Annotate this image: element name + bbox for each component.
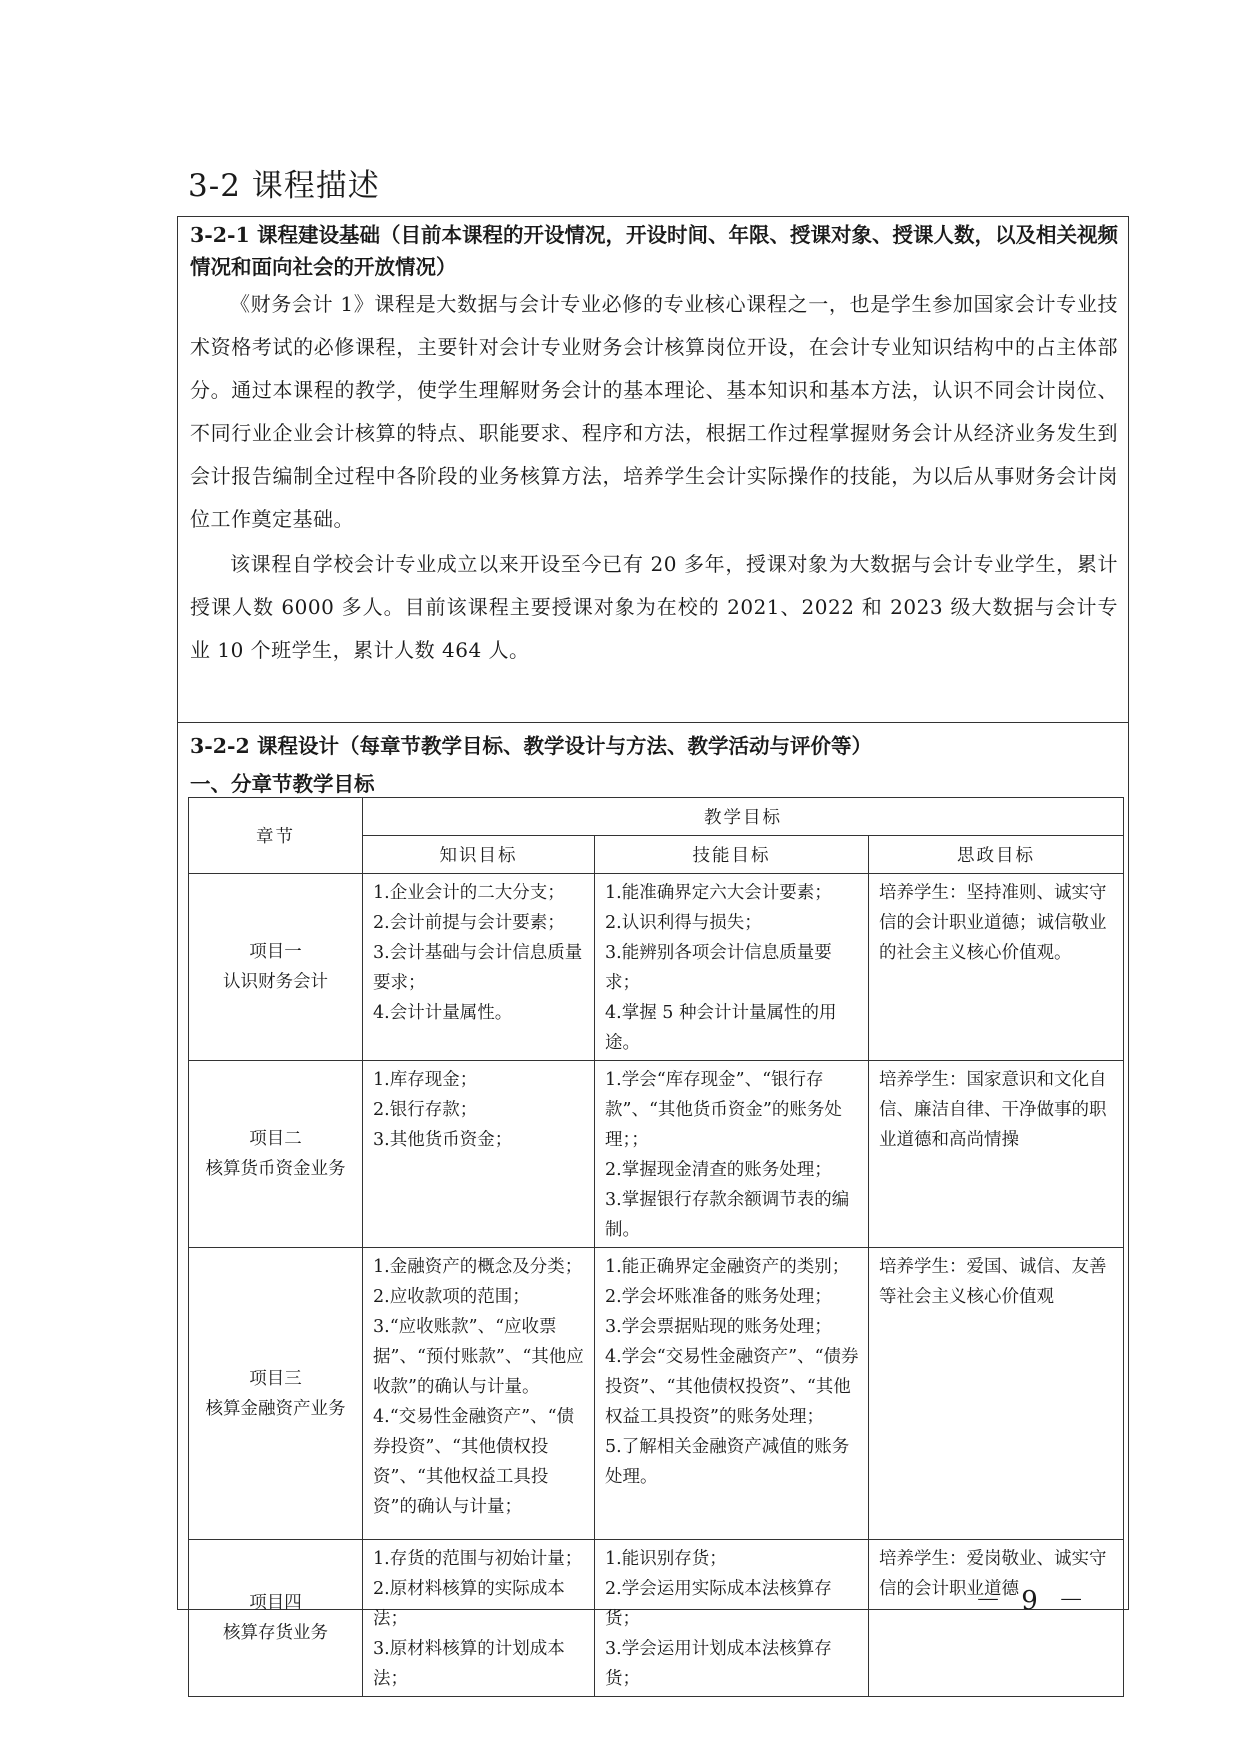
list-item: 2.掌握现金清查的账务处理； bbox=[605, 1160, 832, 1180]
list-item: 3.其他货币资金； bbox=[373, 1130, 513, 1150]
skill-cell bbox=[595, 1248, 869, 1540]
list-item: 4.学会“交易性金融资产”、“债券投资”、“其他债权投资”、“其他权益工具投资”的账务处理； bbox=[605, 1347, 859, 1427]
list-item: 1.存货的范围与初始计量； bbox=[373, 1549, 583, 1569]
list-item: 3.学会票据贴现的账务处理； bbox=[605, 1317, 832, 1337]
teaching-goals-table bbox=[188, 797, 1124, 1697]
list-item: 4.“交易性金融资产”、“债券投资”、“其他债权投资”、“其他权益工具投资”的确认与计量； bbox=[373, 1407, 575, 1517]
chapter-title: 核算存货业务 bbox=[223, 1623, 328, 1643]
chapter-title: 核算金融资产业务 bbox=[205, 1398, 346, 1419]
chapter-cell bbox=[189, 1540, 363, 1697]
ideology-cell: 培养学生：爱岗敬业、诚实守信的会计职业道德 bbox=[869, 1540, 1124, 1697]
table-row bbox=[189, 1061, 1124, 1248]
list-item: 1.金融资产的概念及分类； bbox=[373, 1257, 583, 1277]
header-skill: 技能目标 bbox=[595, 836, 869, 874]
header-teaching-goals: 教学目标 bbox=[363, 798, 1124, 836]
page-number: － 9 － bbox=[975, 1586, 1091, 1616]
list-item: 1.库存现金； bbox=[373, 1070, 478, 1090]
list-item: 1.企业会计的二大分支； bbox=[373, 883, 565, 903]
subsection-title-goals: 一、分章节教学目标 bbox=[190, 772, 375, 796]
paragraph-course-history: 该课程自学校会计专业成立以来开设至今已有 20 多年，授课对象为大数据与会计专业学生，累计授课人数 6000 多人。目前该课程主要授课对象为在校的 2021、2022 和 2023 级大数据与会计专业 10 个班学生，累计人数 464 人。 bbox=[190, 552, 1118, 662]
table-row bbox=[189, 874, 1124, 1061]
list-item: 2.学会运用实际成本法核算存货； bbox=[605, 1579, 832, 1629]
chapter-number: 项目三 bbox=[249, 1368, 302, 1389]
paragraph-course-intro: 《财务会计 1》课程是大数据与会计专业必修的专业核心课程之一，也是学生参加国家会计专业技术资格考试的必修课程，主要针对会计专业财务会计核算岗位开设，在会计专业知识结构中的占主体部分。通过本课程的教学，使学生理解财务会计的基本理论、基本知识和基本方法，认识不同会计岗位、不同行业企业会计核算的特点、职能要求、程序和方法，根据工作过程掌握财务会计从经济业务发生到会计报告编制全过程中各阶段的业务核算方法，培养学生会计实际操作的技能，为以后从事财务会计岗位工作奠定基础。 bbox=[190, 292, 1118, 531]
skill-cell bbox=[595, 1061, 869, 1248]
list-item: 2.应收款项的范围； bbox=[373, 1287, 530, 1307]
section-course-foundation bbox=[178, 217, 1128, 723]
chapter-title: 核算货币资金业务 bbox=[205, 1159, 346, 1179]
chapter-number: 项目二 bbox=[249, 1129, 302, 1149]
knowledge-cell bbox=[363, 1540, 595, 1697]
list-item: 2.银行存款； bbox=[373, 1100, 478, 1120]
chapter-number: 项目一 bbox=[249, 942, 302, 962]
list-item: 4.会计计量属性。 bbox=[373, 1003, 513, 1023]
table-row bbox=[189, 1248, 1124, 1540]
header-ideology: 思政目标 bbox=[869, 836, 1124, 874]
skill-cell bbox=[595, 1540, 869, 1697]
list-item: 1.能正确界定金融资产的类别； bbox=[605, 1257, 850, 1277]
list-item: 3.掌握银行存款余额调节表的编制。 bbox=[605, 1190, 850, 1240]
page-title: 3-2 课程描述 bbox=[188, 168, 380, 204]
section-course-design bbox=[178, 723, 1128, 800]
list-item: 2.认识利得与损失； bbox=[605, 913, 762, 933]
header-chapter: 章节 bbox=[189, 798, 363, 874]
course-description-box bbox=[177, 216, 1129, 1689]
header-knowledge: 知识目标 bbox=[363, 836, 595, 874]
list-item: 3.原材料核算的计划成本法； bbox=[373, 1639, 565, 1689]
list-item: 1.能识别存货； bbox=[605, 1549, 727, 1569]
list-item: 2.原材料核算的实际成本法； bbox=[373, 1579, 565, 1629]
section-title-foundation: 3-2-1 课程建设基础（目前本课程的开设情况，开设时间、年限、授课对象、授课人数，以及相关视频情况和面向社会的开放情况） bbox=[190, 223, 1118, 279]
list-item: 1.能准确界定六大会计要素； bbox=[605, 883, 832, 903]
ideology-cell: 培养学生：国家意识和文化自信、廉洁自律、干净做事的职业道德和高尚情操 bbox=[869, 1061, 1124, 1248]
list-item: 3.学会运用计划成本法核算存货； bbox=[605, 1639, 832, 1689]
list-item: 3.能辨别各项会计信息质量要求； bbox=[605, 943, 832, 993]
knowledge-cell bbox=[363, 874, 595, 1061]
list-item: 3.会计基础与会计信息质量要求； bbox=[373, 943, 583, 993]
chapter-title: 认识财务会计 bbox=[223, 972, 328, 992]
ideology-cell: 培养学生：坚持准则、诚实守信的会计职业道德；诚信敬业的社会主义核心价值观。 bbox=[869, 874, 1124, 1061]
section-title-design: 3-2-2 课程设计（每章节教学目标、教学设计与方法、教学活动与评价等） bbox=[190, 734, 872, 758]
knowledge-cell bbox=[363, 1061, 595, 1248]
ideology-cell: 培养学生：爱国、诚信、友善等社会主义核心价值观 bbox=[869, 1248, 1124, 1540]
list-item: 2.会计前提与会计要素； bbox=[373, 913, 565, 933]
chapter-cell bbox=[189, 1248, 363, 1540]
list-item: 3.“应收账款”、“应收票据”、“预付账款”、“其他应收款”的确认与计量。 bbox=[373, 1317, 584, 1397]
list-item: 4.掌握 5 种会计计量属性的用途。 bbox=[605, 1003, 837, 1053]
skill-cell bbox=[595, 874, 869, 1061]
table-row bbox=[189, 1540, 1124, 1697]
list-item: 5.了解相关金融资产减值的账务处理。 bbox=[605, 1437, 850, 1487]
list-item: 1.学会“库存现金”、“银行存款”、“其他货币资金”的账务处理；； bbox=[605, 1070, 842, 1150]
chapter-cell bbox=[189, 1061, 363, 1248]
knowledge-cell bbox=[363, 1248, 595, 1540]
chapter-cell bbox=[189, 874, 363, 1061]
list-item: 2.学会坏账准备的账务处理； bbox=[605, 1287, 832, 1307]
chapter-number: 项目四 bbox=[249, 1593, 302, 1613]
